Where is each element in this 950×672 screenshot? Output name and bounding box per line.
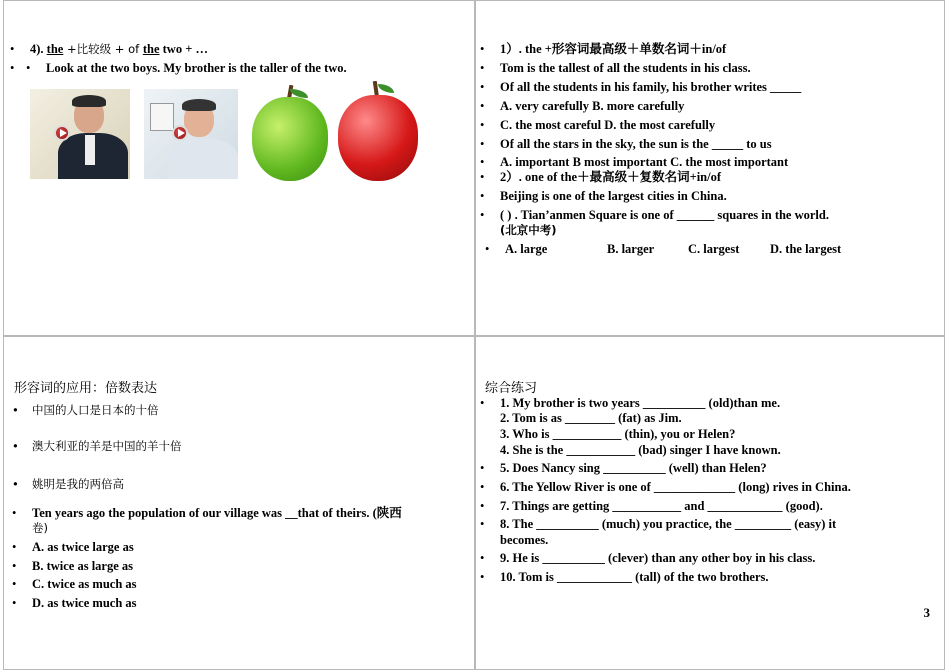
- list-item: • 中国的人口是日本的十倍: [32, 402, 159, 418]
- exercise-item: 4. She is the ___________ (bad) singer I have known.: [500, 443, 781, 457]
- options-line: • A. important B most important C. the most important: [500, 154, 788, 170]
- exercise-item: • 8. The __________ (much) you practice, the _________ (easy) it: [500, 516, 836, 532]
- option-a: • A. as twice large as: [32, 539, 134, 555]
- option-c: C. largest: [688, 242, 740, 256]
- question-line: • ( ) . Tian’anmen Square is one of ______ squares in the world.: [500, 207, 829, 223]
- question-source: 卷): [32, 521, 48, 535]
- play-icon[interactable]: [172, 125, 188, 141]
- option-d: • D. as twice much as: [32, 595, 137, 611]
- options-line: • A. very carefully B. more carefully: [500, 98, 684, 114]
- play-icon[interactable]: [54, 125, 70, 141]
- option-c: • C. twice as much as: [32, 576, 137, 592]
- panel-heading: 综合练习: [485, 381, 538, 396]
- example-sentence: • Beijing is one of the largest cities in China.: [500, 188, 727, 204]
- exercise-item: 3. Who is ___________ (thin), you or Helen?: [500, 427, 736, 441]
- exercise-item: 2. Tom is as ________ (fat) as Jim.: [500, 411, 682, 425]
- exercise-item-cont: becomes.: [500, 533, 549, 547]
- red-apple: [336, 81, 418, 181]
- rule-line: • 2）. one of the＋最高级＋复数名词+in/of: [500, 169, 721, 185]
- exercise-item: • 9. He is __________ (clever) than any other boy in his class.: [500, 550, 815, 566]
- exercise-item: • 7. Things are getting ___________ and ____________ (good).: [500, 498, 823, 514]
- exercise-item: • 5. Does Nancy sing __________ (well) than Helen?: [500, 460, 767, 476]
- exercise-item: • 6. The Yellow River is one of _____________ (long) rives in China.: [500, 479, 851, 495]
- man-video-thumbnail-2[interactable]: [144, 89, 238, 179]
- green-apple: [250, 85, 330, 181]
- question-line: • Ten years ago the population of our village was __that of theirs. (陕西: [32, 505, 402, 521]
- slide-panel-superlative: [475, 0, 945, 336]
- option-b: B. larger: [607, 242, 655, 256]
- slide-panel-multiples: [3, 336, 475, 670]
- page-number: 3: [923, 605, 930, 620]
- exercise-item: • 1. My brother is two years __________ (old)than me.: [500, 395, 780, 411]
- rule-line: • 1）. the +形容词最高级＋单数名词＋in/of: [500, 41, 726, 57]
- panel-heading: 形容词的应用：倍数表达: [14, 381, 158, 396]
- rule-line: • 4). the +比较级 + of the two + …: [30, 41, 208, 57]
- example-sentence: • • Look at the two boys. My brother is the taller of the two.: [46, 60, 347, 76]
- man-video-thumbnail-1[interactable]: [30, 89, 130, 179]
- option-b: • B. twice as large as: [32, 558, 133, 574]
- example-sentence: • Tom is the tallest of all the students in his class.: [500, 60, 751, 76]
- question-source: (北京中考): [500, 223, 557, 237]
- options-line: • A. large: [505, 241, 547, 257]
- slide-panel-practice: [475, 336, 945, 670]
- question-line: • Of all the stars in the sky, the sun is the _____ to us: [500, 136, 772, 152]
- question-line: • Of all the students in his family, his brother writes _____: [500, 79, 801, 95]
- option-d: D. the largest: [770, 242, 842, 256]
- list-item: • 姚明是我的两倍高: [32, 476, 124, 492]
- list-item: • 澳大利亚的羊是中国的羊十倍: [32, 438, 182, 454]
- options-line: • C. the most careful D. the most carefully: [500, 117, 715, 133]
- slide-panel-comparative: [3, 0, 475, 336]
- exercise-item: • 10. Tom is ____________ (tall) of the two brothers.: [500, 569, 769, 585]
